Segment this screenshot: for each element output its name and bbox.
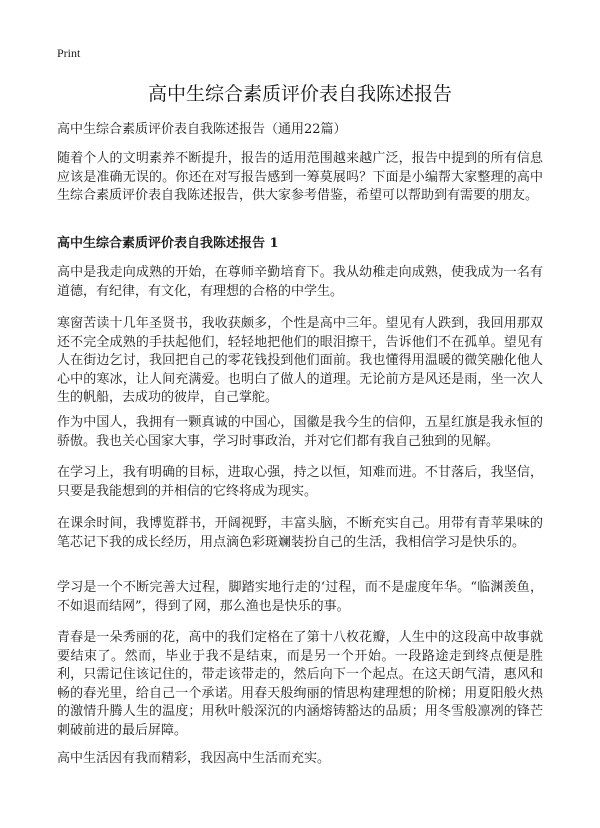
body-paragraph-7: 青春是一朵秀丽的花，高中的我们定格在了第十八枚花瓣，人生中的这段高中故事就要结束了。然而，毕业于我不是结束，而是另一个开始。一段路途走到终点便是胜利，只需记住该记住的，带走该带走的，然后向下一个起点。在这天朗气清，惠风和畅的春光里，给自己一个承诺。用春天般绚丽的情思构建理想的阶梯；用夏阳般火热的激情升腾人生的温度；用秋叶般深沉的内涵熔铸豁达的品质；用冬雪般凛冽的锋芒刺破前进的最后屏障。 (57, 630, 543, 738)
body-paragraph-4: 在学习上，我有明确的目标，进取心强，持之以恒，知难而进。不甘落后，我坚信，只要是我能想到的并相信的它终将成为现实。 (57, 465, 543, 499)
body-paragraph-5: 在课余时间，我博览群书，开阔视野，丰富头脑，不断充实自己。用带有青苹果味的笔芯记下我的成长经历，用点滴色彩斑斓装扮自己的生活，我相信学习是快乐的。 (57, 516, 543, 550)
page-title: 高中生综合素质评价表自我陈述报告 (147, 83, 452, 105)
body-paragraph-8: 高中生活因有我而精彩，我因高中生活而充实。 (57, 751, 331, 766)
intro-paragraph: 随着个人的文明素养不断提升，报告的适用范围越来越广泛，报告中提到的所有信息应该是准确无误的。你还在对写报告感到一筹莫展吗？下面是小编帮大家整理的高中生综合素质评价表自我陈述报告，供大家参考借鉴，希望可以帮助到有需要的朋友。 (57, 151, 543, 204)
body-paragraph-2: 寒窗苦读十几年圣贤书，我收获颇多，个性是高中三年。望见有人跌到，我回用那双还不完全成熟的手扶起他们，轻轻地把他们的眼泪擦干，告诉他们不在孤单。望见有人在街边乞讨，我回把自己的零花钱投到他们面前。我也懂得用温暖的微笑融化他人心中的寒冰，让人间充满爱。也明白了做人的道理。无论前方是风还是雨，坐一次人生的帆船，去成功的彼岸，自己掌舵。 (57, 316, 543, 406)
body-paragraph-6: 学习是一个不断完善大过程，脚踏实地行走的‘过程，而不是虚度年华。“临渊羡鱼，不如退而结网”，得到了网，那么渔也是快乐的事。 (57, 580, 543, 614)
print-label: Print (57, 46, 81, 60)
document-subtitle: 高中生综合素质评价表自我陈述报告（通用22篇） (57, 122, 347, 137)
body-paragraph-3: 作为中国人，我拥有一颗真诚的中国心，国徽是我今生的信仰，五星红旗是我永恒的骄傲。我也关心国家大事，学习时事政治，并对它们都有我自己独到的见解。 (57, 415, 543, 449)
section-heading: 高中生综合素质评价表自我陈述报告 1 (57, 236, 279, 251)
body-paragraph-1: 高中是我走向成熟的开始，在尊师辛勤培育下。我从幼稚走向成熟，使我成为一名有道德，有纪律，有文化，有理想的合格的中学生。 (57, 265, 543, 299)
